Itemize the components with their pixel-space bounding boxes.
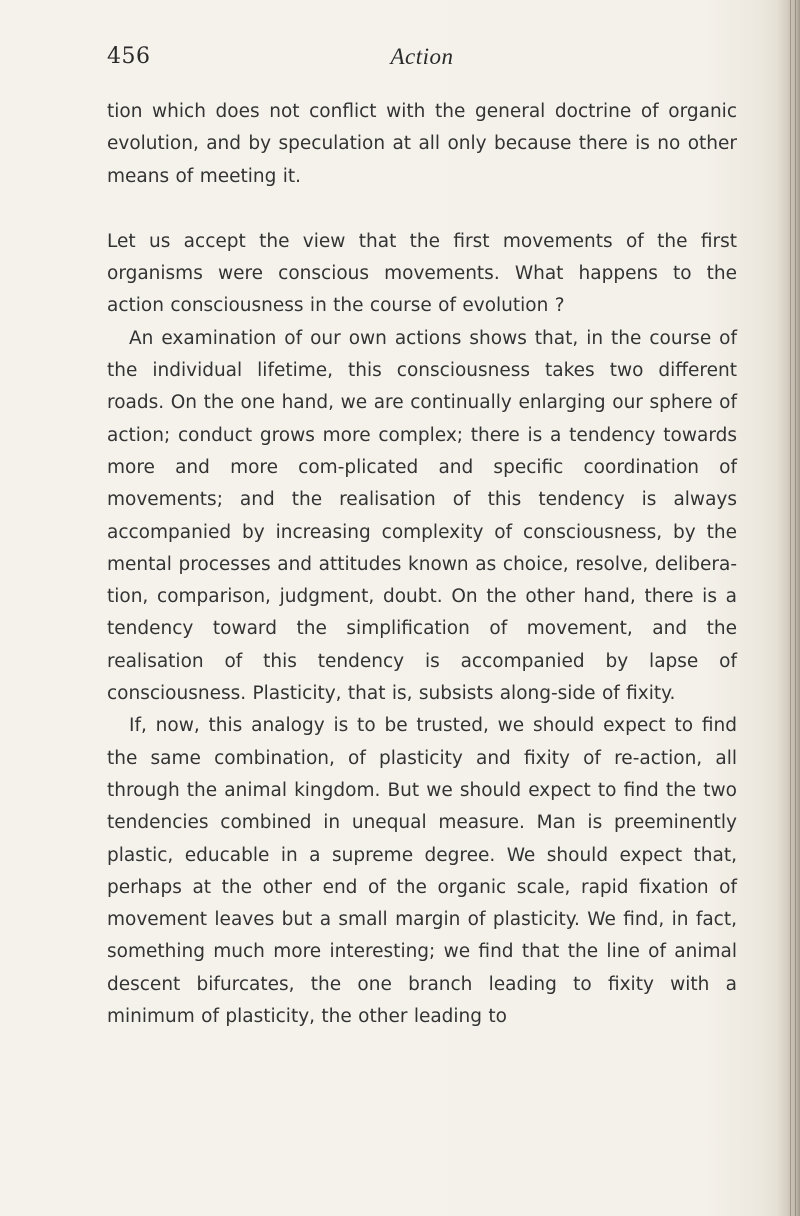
- body-text: [107, 96, 737, 1033]
- page-header: [107, 44, 737, 84]
- running-head: Action: [390, 44, 454, 69]
- paragraph: Let us accept the view that the first movements of the first organisms were conscious movements. What happens to the action consciousness in the course of evolution ?: [107, 230, 737, 317]
- paragraph: An examination of our own actions shows that, in the course of the individual lifetime, this consciousness takes two different roads. On the one hand, we are continually enlarging our sphere of action; conduct grows more complex; there is a tendency towards more and more com-plicated and specific coordination of movements; and the realisation of this tendency is always accompanied by increasing complexity of consciousness, by the mental processes and attitudes known as choice, resolve, delibera-tion, comparison, judgment, doubt. On the other hand, there is a tendency toward the simplification of movement, and the realisation of this tendency is accompanied by lapse of consciousness. Plasticity, that is, subsists along-side of fixity.: [107, 327, 737, 705]
- page-edge-line: [790, 0, 791, 1216]
- page-number: 456: [107, 44, 151, 69]
- paragraph-continuation: tion which does not conflict with the general doctrine of organic evolution, and by speculation at all only because there is no other means of meeting it.: [107, 101, 737, 187]
- page-edge-line: [795, 0, 796, 1216]
- page-edge-shadow: [776, 0, 800, 1216]
- paragraph: If, now, this analogy is to be trusted, we should expect to find the same combination, of plasticity and fixity of re-action, all through the animal kingdom. But we should expect to find the two tendencies combined in unequal measure. Man is preeminently plastic, educable in a supreme degree. We should expect that, perhaps at the other end of the organic scale, rapid fixation of movement leaves but a small margin of plasticity. We find, in fact, something much more interesting; we find that the line of animal descent bifurcates, the one branch leading to fixity with a minimum of plasticity, the other leading to: [107, 715, 737, 1028]
